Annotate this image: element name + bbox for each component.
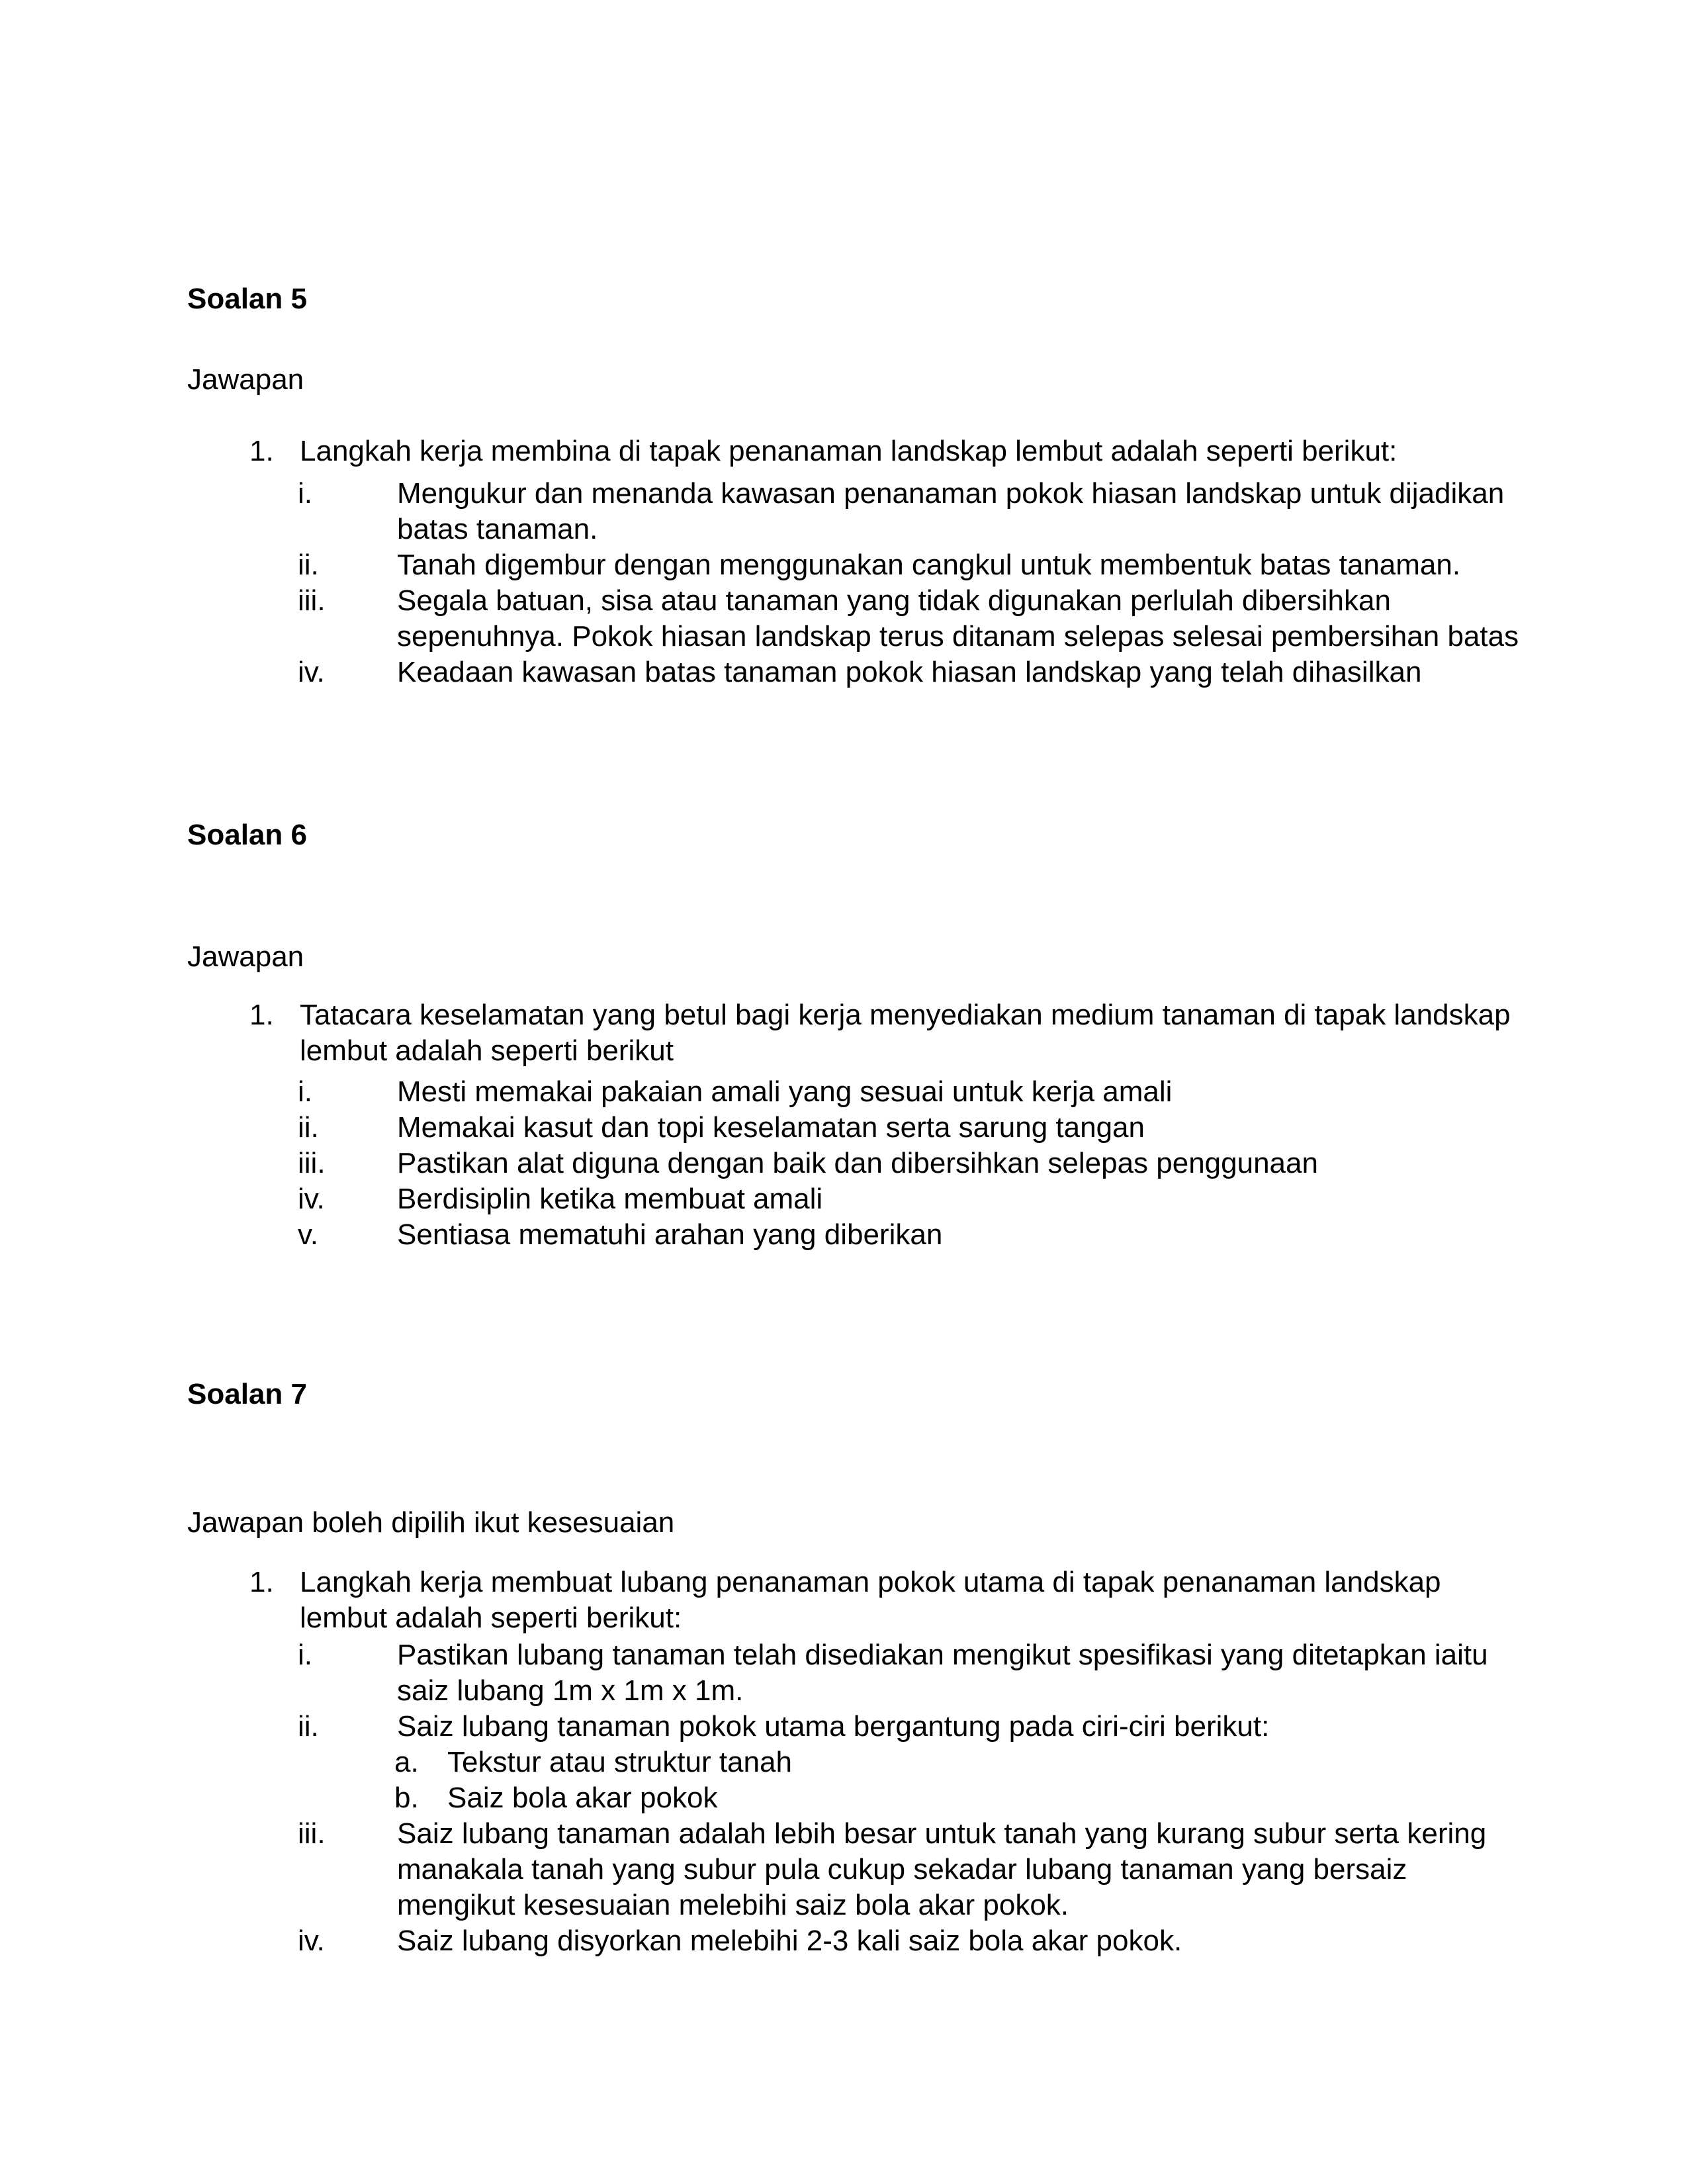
subitem-text: [397, 1816, 1523, 1923]
answer-item: [249, 1565, 1523, 1636]
subitem-text-line: manakala tanah yang subur pula cukup sekadar lubang tanaman yang bersaiz: [397, 1853, 1407, 1886]
subitem-text-line: Tanah digembur dengan menggunakan cangkul untuk membentuk batas tanaman.: [397, 549, 1461, 581]
sub-answer-list: [187, 476, 1523, 690]
subitem-text-line: Saiz lubang tanaman pokok utama bergantung pada ciri-ciri berikut:: [397, 1710, 1270, 1743]
list-item: [298, 655, 1523, 690]
list-item: [298, 1816, 1523, 1923]
subitem-text: [397, 1181, 1523, 1217]
subitem-marker: iii.: [298, 1817, 326, 1850]
jawapan-label: Jawapan: [187, 940, 304, 973]
subitem-marker: ii.: [298, 1710, 319, 1743]
subitem-text: [397, 1923, 1523, 1959]
list-item: [298, 583, 1523, 655]
subitem-text: [397, 1217, 1523, 1253]
subitem-text: [397, 583, 1523, 655]
subitem-text-line: batas tanaman.: [397, 513, 598, 545]
list-item: [298, 1217, 1523, 1253]
subitem-text: [397, 1074, 1523, 1110]
item-number: 1.: [249, 1566, 274, 1598]
nested-list-item: [394, 1745, 1523, 1780]
nested-item-marker: b.: [394, 1782, 419, 1814]
nested-list-item: [394, 1780, 1523, 1816]
item-text-line: lembut adalah seperti berikut:: [300, 1602, 682, 1634]
subitem-text-line: Mesti memakai pakaian amali yang sesuai untuk kerja amali: [397, 1075, 1173, 1108]
item-number: 1.: [249, 999, 274, 1031]
list-item: [298, 547, 1523, 583]
subitem-marker: ii.: [298, 549, 319, 581]
subitem-text: [397, 1637, 1523, 1709]
subitem-text-line: Mengukur dan menanda kawasan penanaman pokok hiasan landskap untuk dijadikan: [397, 477, 1505, 510]
nested-item-text: Tekstur atau struktur tanah: [447, 1746, 792, 1778]
subitem-text-line: sepenuhnya. Pokok hiasan landskap terus ditanam selepas selesai pembersihan batas: [397, 620, 1519, 653]
subitem-text: [394, 1709, 1523, 1816]
answer-item: [249, 433, 1523, 469]
item-number: 1.: [249, 435, 274, 467]
subitem-marker: v.: [298, 1218, 318, 1251]
list-item: [298, 1923, 1523, 1959]
subitem-text-line: Segala batuan, sisa atau tanaman yang tidak digunakan perlulah dibersihkan: [397, 584, 1391, 617]
subitem-marker: iv.: [298, 1183, 325, 1215]
list-item: [298, 1110, 1523, 1146]
jawapan-label: Jawapan boleh dipilih ikut kesesuaian: [187, 1506, 675, 1539]
sub-answer-list: [187, 1074, 1523, 1253]
subitem-text-line: Keadaan kawasan batas tanaman pokok hiasan landskap yang telah dihasilkan: [397, 656, 1422, 688]
section-soalan-6: [187, 817, 1523, 1253]
subitem-marker: ii.: [298, 1111, 319, 1144]
subitem-marker: iii.: [298, 584, 326, 617]
item-text: [300, 433, 1523, 469]
list-item: [298, 1709, 1523, 1816]
sub-answer-list: [187, 1637, 1523, 1959]
subitem-text-line: saiz lubang 1m x 1m x 1m.: [397, 1674, 744, 1707]
subitem-text: [397, 655, 1523, 690]
section-heading: Soalan 5: [187, 283, 307, 315]
subitem-text-line: Saiz lubang tanaman adalah lebih besar untuk tanah yang kurang subur serta kering: [397, 1817, 1487, 1850]
list-item: [298, 476, 1523, 547]
subitem-marker: i.: [298, 477, 312, 510]
nested-item-marker: a.: [394, 1746, 419, 1778]
subitem-text: [397, 1146, 1523, 1181]
subitem-text: [397, 547, 1523, 583]
nested-item-text: Saiz bola akar pokok: [447, 1782, 718, 1814]
subitem-text-line: Pastikan alat diguna dengan baik dan dibersihkan selepas penggunaan: [397, 1147, 1318, 1179]
list-item: [298, 1074, 1523, 1110]
subitem-marker: i.: [298, 1075, 312, 1108]
section-soalan-7: [187, 1377, 1523, 1959]
subitem-marker: iv.: [298, 656, 325, 688]
subitem-text-line: Saiz lubang disyorkan melebihi 2-3 kali saiz bola akar pokok.: [397, 1925, 1182, 1957]
subitem-text: [397, 476, 1523, 547]
section-heading: Soalan 7: [187, 1378, 307, 1410]
section-heading: Soalan 6: [187, 819, 307, 851]
list-item: [298, 1637, 1523, 1709]
jawapan-label: Jawapan: [187, 363, 304, 396]
section-soalan-5: [187, 281, 1523, 690]
subitem-marker: iii.: [298, 1147, 326, 1179]
subitem-text-line: mengikut kesesuaian melebihi saiz bola akar pokok.: [397, 1889, 1069, 1921]
subitem-marker: iv.: [298, 1925, 325, 1957]
subitem-marker: i.: [298, 1639, 312, 1671]
list-item: [298, 1146, 1523, 1181]
item-text-line: lembut adalah seperti berikut: [300, 1034, 674, 1067]
item-text-line: Langkah kerja membuat lubang penanaman pokok utama di tapak penanaman landskap: [300, 1566, 1441, 1598]
subitem-text-line: Berdisiplin ketika membuat amali: [397, 1183, 823, 1215]
item-text: [300, 1565, 1523, 1636]
subitem-text-line: Pastikan lubang tanaman telah disediakan mengikut spesifikasi yang ditetapkan iaitu: [397, 1639, 1488, 1671]
item-text: [300, 997, 1523, 1069]
subitem-text-line: Sentiasa mematuhi arahan yang diberikan: [397, 1218, 943, 1251]
subitem-text-line: Memakai kasut dan topi keselamatan serta sarung tangan: [397, 1111, 1145, 1144]
item-text-line: Tatacara keselamatan yang betul bagi kerja menyediakan medium tanaman di tapak landskap: [300, 999, 1511, 1031]
list-item: [298, 1181, 1523, 1217]
answer-item: [249, 997, 1523, 1069]
subitem-text: [397, 1110, 1523, 1146]
item-text-line: Langkah kerja membina di tapak penanaman landskap lembut adalah seperti berikut:: [300, 435, 1398, 467]
